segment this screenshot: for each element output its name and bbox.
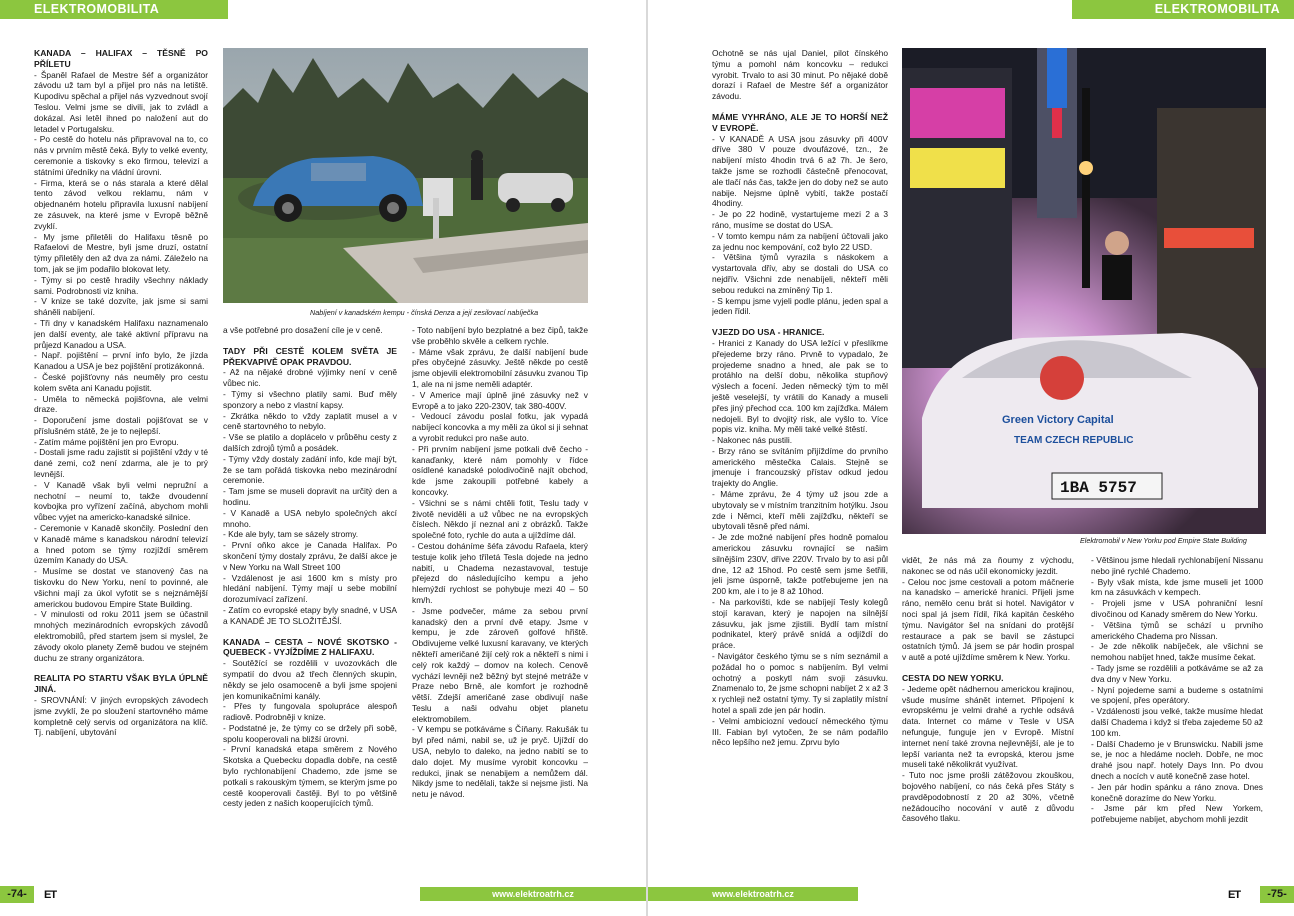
paragraph: - Další Chademo je v Brunswicku. Nabili jsme se, je noc a hledáme nocleh. Dobře, ne moc drahé jsou např. hotely Days Inn. Po dvou dnech a nocích v autě konečně zase hotel.	[1091, 738, 1263, 781]
website-url-left[interactable]: www.elektroatrh.cz	[420, 887, 646, 901]
left-page	[0, 0, 646, 916]
paragraph: - Jsme podvečer, máme za sebou první kanadský den a první dvě etapy. Jsme v kempu, je zde zároveň golfové hřiště. Obdivujeme velké luxusní karavany, ve kterých někteří američané žijí celý rok a někteří s nimi i celý rok každý – domov na kolech. Cenově vychází levněji než běžný byt stejné metráže v Praze nebo Brně, ale komfort je rozhodně větší. Zdejší američané zase obdivují naše Teslu a naši odvahu objet planetu elektromobilem.	[412, 605, 588, 724]
paragraph: - Celou noc jsme cestovali a potom máčnerie na kanadsko – americké hranici. Přijeli jsme ráno, nemělo cenu brát si hotel. Navigátor v noci spal já jsem řídil, říká kapitán českého týmu. Navigátor šel na snídani do protější restaurace a pak se bavil se zástupci ostatních týmů. Já jsem se pár hodin prospal v autě a poté ujíždíme směrem k New. Yorku.	[902, 576, 1074, 663]
paragraph: - Týmy vždy dostaly zadání info, kde mají být, že se tam pořádá tiskovka nebo mezinárodní ceremonie.	[223, 453, 397, 486]
paragraph: - SROVNÁNÍ: V jiných evropských závodech jsme zvyklí, že po sloužení startovného máme kompletně celý servis od organizátora na klíč. Tj. nabíjení, ubytování	[34, 695, 208, 738]
paragraph: - Jsme pár km před New Yorkem, potřebujeme nabíjet, abychom mohli jezdit	[1091, 803, 1263, 825]
paragraph: - Např. pojištění – první info bylo, že jízda Kanadou a USA je bez pojištění protizákonná.	[34, 350, 208, 372]
paragraph: a vše potřebné pro dosažení cíle je v ceně.	[223, 325, 383, 335]
paragraph: - Doporučení jsme dostali pojišťovat se v příslušném státě, že je to nejlepší.	[34, 415, 208, 436]
paragraph: - Vzdálenosti jsou velké, takže musíme hledat další Chadema i když si třeba zajedeme 50 až 100 km.	[1091, 706, 1263, 738]
paragraph: - Uměla to německá pojišťovna, ale velmi draze.	[34, 393, 208, 415]
section-header-right: ELEKTROMOBILITA	[1072, 0, 1294, 19]
paragraph: - Až na nějaké drobné výjimky není v ceně vůbec nic.	[223, 367, 397, 389]
paragraph: - V tomto kempu nám za nabíjení účtovali jako za jednu noc kempování, což bylo 22 USD.	[712, 230, 888, 252]
section-heading: KANADA – CESTA – NOVÉ SKOTSKO - QUEBECK - VYJÍŽDÍME Z HALIFAXU.	[223, 636, 397, 658]
paragraph: - Týmy si po cestě hradily všechny náklady sami. Podrobnosti viz kniha.	[34, 274, 208, 296]
paragraph: - Ceremonie v Kanadě skončily. Poslední den v Kanadě máme s kanadskou národní televizí a hned potom se týmy rozjíždí směrem územím Kanady do USA.	[34, 523, 208, 566]
new-york-photo-caption: Elektromobil v New Yorku pod Empire State Building	[1080, 536, 1247, 545]
paragraph-spacer	[223, 627, 397, 637]
paragraph: - Tři dny v kanadském Halifaxu naznamenalo jen další eventy, ale také aktivní přípravu na průjezd Kanadou a USA.	[34, 317, 208, 350]
paragraph: - Dostali jsme radu zajistit si pojištění vždy v té dané zemi, což není zdarma, ale je to prý levnější.	[34, 447, 208, 480]
paragraph: - Jen pár hodin spánku a ráno znova. Dnes konečně dorazíme do New Yorku.	[1091, 781, 1263, 803]
paragraph-spacer	[712, 102, 888, 112]
camp-photo-image	[223, 48, 588, 303]
paragraph-spacer	[902, 663, 1074, 673]
paragraph: - My jsme přiletěli do Halifaxu těsně po Rafaelovi de Mestre, byli jsme druzí, ostatní týmy přiletěly den až dva za námi. Záleželo na tom, jak se jim podařilo blokovat lety.	[34, 231, 208, 274]
paragraph: - Zkrátka někdo to vždy zaplatit musel a v ceně startovného to nebylo.	[223, 410, 397, 432]
new-york-photo	[902, 48, 1266, 534]
paragraph: - Vedoucí závodu poslal fotku, jak vypadá nabíjecí koncovka a my měli za úkol si ji sehnat a vyrobit redukci pro naše auto.	[412, 411, 588, 443]
paragraph: - Vše se platilo a doplácelo v průběhu cesty z dalších zdrojů týmů a posádek.	[223, 432, 397, 453]
right-column-3	[1091, 555, 1263, 883]
paragraph-spacer	[34, 663, 208, 673]
paragraph: - Po cestě do hotelu nás připravoval na to, co nás v prvním městě čeká. Byly to velké eventy, ceremonie a tiskovky s eko firmou, televizí a státními úředníky na vládní úrovni.	[34, 134, 208, 177]
paragraph: - V Kanadě a USA nebylo společných akcí mnoho.	[223, 507, 397, 529]
paragraph: - Máme však zprávu, že další nabíjení bude přes obyčejné zásuvky. Ještě někde po cestě jsme objevili elektromobilní zásuvku zvanou Tip 1, ale na ni jsme neměli adaptér.	[412, 346, 588, 389]
paragraph: - Španěl Rafael de Mestre šéf a organizátor závodu už tam byl a přijel pro nás na letiště. Kupodivu spěchal a přijel nás vyzvednout svojí Teslou. Velmi jsme se divili, jak to zvládl a dokázal. Asi letěl ihned po naložení aut do letadel v Portugalsku.	[34, 69, 208, 134]
paragraph: - Navigátor českého týmu se s ním seznámil a požádal ho o pomoc s nabíjením. Byl velmi ochotný a poskytl nám svoji zásuvku. Znamenalo to, že jsme schopni nabíjet 2 x až 3 x rychleji než ostatní týmy. Ty si zaplatily místní hotel a spali zde jen pár hodin.	[712, 651, 888, 716]
paragraph: - Kde ale byly, tam se sázely stromy.	[223, 529, 359, 540]
paragraph-spacer	[223, 336, 397, 346]
paragraph: - První oňko akce je Canada Halifax. Po skončení týmy dostaly zprávu, že další akce je v New Yorku na Wall Street 100	[223, 540, 397, 572]
paragraph: - Většinou jsme hledali rychlonabíjení Nissanu nebo jiné rychlé Chademo.	[1091, 555, 1263, 576]
paragraph: - S kempu jsme vyjeli podle plánu, jeden spal a jeden řídil.	[712, 295, 888, 317]
page-number-left: -74-	[0, 886, 34, 903]
paragraph: - Podstatné je, že týmy co se držely při sobě, spolu kooperovali na bližší úrovni.	[223, 722, 397, 744]
paragraph: - V knize se také dozvíte, jak jsme si sami sháněli nabíjení.	[34, 296, 208, 318]
section-header-left: ELEKTROMOBILITA	[0, 0, 228, 19]
paragraph: - Velmi ambiciozní vedoucí německého týmu III. Fabian byl vytočen, že se nám podařilo něco lepšího než jemu. Zprvu bylo	[712, 715, 888, 748]
car-sign-1: Green Victory Capital	[1002, 414, 1114, 426]
paragraph: - Nakonec nás pustili.	[712, 435, 793, 446]
paragraph: - Tam jsme se museli dopravit na určitý den a hodinu.	[223, 486, 397, 507]
paragraph: - Na parkovišti, kde se nabíjejí Tesly kolegů stojí karavan, který je napojen na silnější zásuvku, jak jsme zjistili. Bydlí tam místní podnikatel, který právě snídá a odjíždí do práce.	[712, 597, 888, 651]
paragraph: - Tuto noc jsme prošli zátěžovou zkouškou, bojového nabíjení, co nás čeká přes Státy s pravděpodobností z 20 až 30%, včetně nežádoucího nocování v autě z důvodu časového tlaku.	[902, 770, 1074, 824]
paragraph: - Je po 22 hodině, vystartujeme mezi 2 a 3 ráno, musíme se dostat do USA.	[712, 209, 888, 230]
paragraph-spacer	[712, 317, 888, 327]
section-heading: KANADA – HALIFAX – TĚSNĚ PO PŘÍLETU	[34, 48, 208, 69]
paragraph: - Projeli jsme v USA pohraniční lesní divočinou od Kanady směrem do New Yorku.	[1091, 598, 1263, 619]
paragraph: - Jedeme opět nádhernou americkou krajinou, všude musíme shánět internet. Připojení k evropskému je velmi drahé a rychle odsává data. Internet co máme v Tesle v USA nefunguje, funguje jen v Evropě. Místní internet není také zrovna nejlevnější, ale je to lepší varianta než ta evropská, kterou jsme museli také několikrát využívat.	[902, 683, 1074, 770]
camp-photo	[223, 48, 588, 303]
car-sign-2: TEAM CZECH REPUBLIC	[1014, 435, 1134, 446]
paragraph: Ochotně se nás ujal Daniel, pilot čínského týmu a pomohl nám koncovku – redukci vyrobit. Trvalo to asi 30 minut. Po nějaké době dorazí i Rafael de Mestre šéf a organizátor závodu.	[712, 48, 888, 102]
paragraph: - Hranici z Kanady do USA ležící v přeslíkme přejedeme brzy ráno. Prvně to vypadalo, že projedeme snadno a hned, ale pak se to protáhlo na delší dobu, několika stupňový výslech a focení. Jeden německý tým to měl ještě veselejší, ty vrátili do Kanady a museli přes jiný přechod cca. 100 km zajížďka. Málem nedojeli. Byl to dvojitý risk, ale vyšlo to. Více popis viz. kniha. My měli také velké štěstí.	[712, 337, 888, 435]
camp-photo-caption: Nabíjení v kanadském kempu - čínská Denza a její zesilovací nabíječka	[310, 308, 539, 317]
paragraph: - Zatím co evropské etapy byly snadné, v USA a KANADĚ JE TO SLOŽITĚJŠÍ.	[223, 604, 397, 626]
license-plate: 1BA 5757	[1060, 479, 1137, 497]
section-heading: REALITA PO STARTU VŠAK BYLA ÚPLNĚ JINÁ.	[34, 673, 208, 695]
paragraph: - Většina týmů se schází u prvního amerického Chadema pro Nissan.	[1091, 619, 1263, 641]
paragraph: - Brzy ráno se svítáním přijíždíme do prvního amerického městečka Calais. Stejně se jmenuje i francouzský přístav odkud jedou trajekty do Anglie.	[712, 445, 888, 489]
paragraph: - Toto nabíjení bylo bezplatné a bez čipů, takže vše proběhlo skvěle a celkem rychle.	[412, 325, 588, 346]
paragraph: - Nyní pojedeme sami a budeme s ostatními ve spojení, přes operátory.	[1091, 684, 1263, 706]
right-column-1	[712, 48, 888, 883]
paragraph: - Firma, která se o nás starala a které dělal tento závod velkou reklamu, nám v objednaném hotelu připravila luxusní nabíjení ze zásuvek, na které jsme v Evropě běžně zvyklí.	[34, 177, 208, 231]
website-url-right[interactable]: www.elektroatrh.cz	[648, 887, 858, 901]
paragraph: - Tady jsme se rozdělili a potkáváme se až za dva dny v New Yorku.	[1091, 662, 1263, 684]
left-column-3	[412, 325, 588, 883]
paragraph: - Zatím máme pojištění jen pro Evropu.	[34, 436, 179, 447]
page-number-right: -75-	[1260, 886, 1294, 903]
paragraph: vidět, že nás má za ňoumy z východu, nakonec se od nás učil ekonomicky jezdit.	[902, 555, 1074, 576]
paragraph: - Při prvním nabíjení jsme potkali dvě čecho -kanaďanky, které nám pomohly v řídce osídlené kanadské polodivočině najít obchod, kde jsme zakoupili potřebné kabely a koncovky.	[412, 443, 588, 497]
paragraph: - V Kanadě však byli velmi nepružní a nechotní – neumí to, takže dvoudenní kovbojka pro vyřízení začíná, abychom mohli vůbec vyjet na americko-kanadské silnice.	[34, 479, 208, 523]
paragraph: - Všichni se s námi chtěli fotit, Teslu tady v životě neviděli a už vůbec ne na evropských číslech. Někdo jí neznal ani z obrázků. Takže společné foto, rychle do auta a ujíždíme dál.	[412, 497, 588, 541]
left-column-1	[34, 48, 208, 883]
new-york-photo-image	[902, 48, 1266, 534]
left-column-2	[223, 325, 397, 883]
right-column-2	[902, 555, 1074, 883]
section-heading: TADY PŘI CESTĚ KOLEM SVĚTA JE PŘEKVAPIVĚ OPAK PRAVDOU.	[223, 345, 397, 367]
paragraph: - Přes ty fungovala spolupráce alespoň radiově. Podrobněji v knize.	[223, 701, 397, 723]
paragraph: - Je zde několik nabíječek, ale všichni se nemohou nabíjet hned, takže musíme čekat.	[1091, 641, 1263, 663]
right-page	[648, 0, 1294, 916]
section-heading: CESTA DO NEW YORKU.	[902, 672, 1004, 683]
section-heading: MÁME VYHRÁNO, ALE JE TO HORŠÍ NEŽ V EVROPĚ.	[712, 111, 888, 133]
paragraph: - V kempu se potkáváme s Číňany. Rakušák tu byl před námi, nabil se, už je pryč. Ujíždí do USA, nebylo to daleko, na jedno nabití se to dalo dojet. My musíme vyrobit koncovku – redukci, jinak se nenabijem a nemůžem dál. Nikdy jsme to nedělali, takže si nejsme jisti. Na netu je návod.	[412, 724, 588, 800]
magazine-logo-right: ET	[1228, 889, 1241, 901]
paragraph: - Týmy si všechno platily sami. Buď měly sponzory a nebo z vlastní kapsy.	[223, 388, 397, 410]
paragraph: - V Americe mají úplně jiné zásuvky než v Evropě a to jako 220-230V, tak 380-400V.	[412, 389, 588, 411]
magazine-logo-left: ET	[44, 889, 57, 901]
paragraph: - Cestou doháníme šéfa závodu Rafaela, který testuje kolik jeho tříletá Tesla dojede na jedno nabití, u Chadema nezastavoval, testuje přejezd do následujícího kempu a jeho hlemýždí rychlost se pohybuje mezi 40 – 50 km/h.	[412, 540, 588, 605]
paragraph: - Soutěžící se rozdělili v uvozovkách dle sympatií do dvou až třech členných skupin, někdy se jelo osamoceně a byli jsme spojeni jen komunikačními kanály.	[223, 658, 397, 701]
paragraph: - V KANADĚ A USA jsou zásuvky při 400V dříve 380 V pouze dvoufázové, tzn., že nabíjení místo 4hodin trvá 6 až 7h. Je šero, takže jsme se rozhodli částečně přenocovat, ale tlačí nás čas, takže jen do doby než se auto nabije. Nejsme úplně vybití, takže postačí 4hodiny.	[712, 133, 888, 209]
paragraph: - Většina týmů vyrazila s náskokem a vystartovala dřív, aby se dostali do USA co nejdřív. Všichni zde nenabíjeli, někteří měli sebou redukci na zmíněný Tip 1.	[712, 252, 888, 295]
paragraph: - České pojišťovny nás neuměly pro cestu kolem světa ani Kanadu pojistit.	[34, 371, 208, 393]
paragraph: - První kanadská etapa směrem z Nového Skotska a Quebecku dopadla dobře, na cestě bylo rychlonabíjení Chademo, zde jsme se potkali s rakouským týmem, se kterým jsme po cestě kooperovali častěji. Byl to po většině cesty jeden z našich kooperujících týmů.	[223, 744, 397, 809]
paragraph: - V minulosti od roku 2011 jsem se účastnil mnohých mezinárodních evropských závodů elektromobilů, před startem jsem si myslel, že závody okolo planety Země budou ve stejném duchu ze strany organizátora.	[34, 609, 208, 663]
section-heading: VJEZD DO USA - HRANICE.	[712, 327, 825, 338]
paragraph: - Vzdálenost je asi 1600 km s místy pro hledání nabíjení. Týmy mají u sebe mobilní dorozumívací zařízení.	[223, 572, 397, 605]
paragraph: - Máme zprávu, že 4 týmy už jsou zde a ubytovaly se v místním tranzitním hotýlku. Jsou zde i Němci, kteří měli zajížďku, někteří se ubytovali těsně před námi.	[712, 489, 888, 532]
paragraph: - Musíme se dostat ve stanovený čas na tiskovku do New Yorku, není to povinné, ale všichni mají za úkol vyfotit se s nejznámější americkou budovou Empire State Building.	[34, 566, 208, 609]
paragraph: - Je zde možné nabíjení přes hodně pomalou americkou zásuvku rovnající se našim silnějším 230V, dříve 220V. Trvalo by to asi půl dne, 12 až 15hod. Po cestě sem jsme šetřili, jeli jsme úsporně, takže potřebujeme jen na 200 km, ale i to je 8 až 10hod.	[712, 532, 888, 597]
paragraph: - Byly však místa, kde jsme museli jet 1000 km na zásuvkách v kempech.	[1091, 576, 1263, 598]
